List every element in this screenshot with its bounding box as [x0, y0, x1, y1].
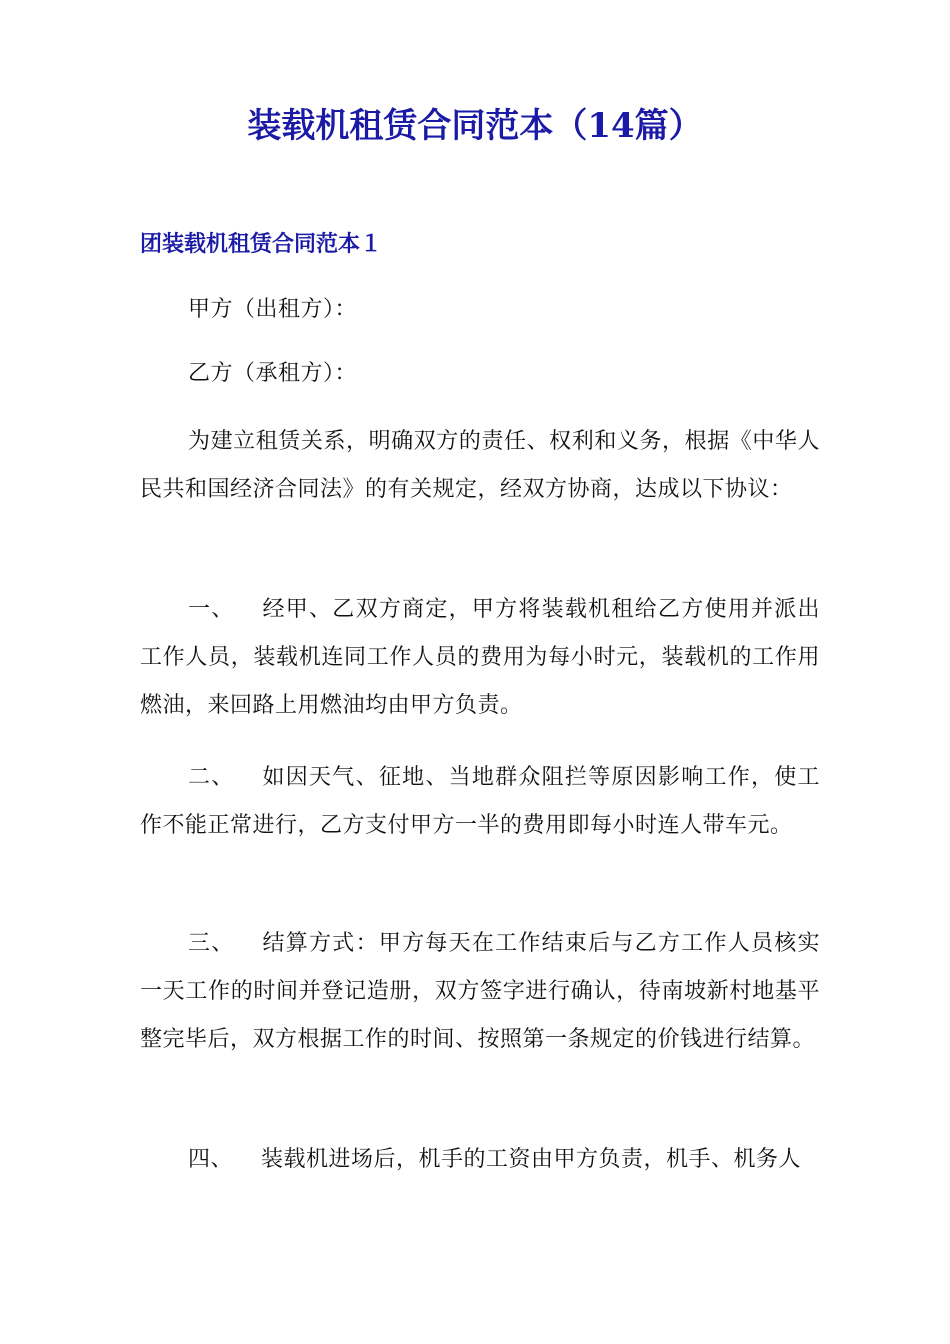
intro-paragraph: 为建立租赁关系，明确双方的责任、权利和义务，根据《中华人民共和国经济合同法》的有关规定，经双方协商，达成以下协议： — [140, 429, 820, 502]
section-heading: 团装载机租赁合同范本１ — [140, 232, 383, 257]
clause-text: 经甲、乙双方商定，甲方将装载机租给乙方使用并派出工作人员，装载机连同工作人员的费用为每小时元，装载机的工作用燃油，来回路上用燃油均由甲方负责。 — [140, 597, 820, 718]
clause-text: 结算方式：甲方每天在工作结束后与乙方工作人员核实一天工作的时间并登记造册，双方签字进行确认，待南坡新村地基平整完毕后，双方根据工作的时间、按照第一条规定的价钱进行结算。 — [140, 931, 820, 1052]
clause-label: 二、 — [188, 765, 235, 790]
page-title: 装载机租赁合同范本（14篇） — [247, 106, 703, 146]
clause-paragraph — [140, 1136, 820, 1184]
clause-label: 三、 — [188, 931, 235, 956]
clause-label: 一、 — [188, 597, 235, 622]
clause-text: 装载机进场后，机手的工资由甲方负责，机手、机务人 — [261, 1147, 802, 1172]
clause-paragraph — [140, 586, 820, 730]
clause-label: 四、 — [188, 1147, 234, 1172]
party-a-line: 甲方（出租方）： — [188, 297, 358, 322]
clause-paragraph — [140, 920, 820, 1064]
party-b-line: 乙方（承租方）： — [188, 361, 358, 386]
clause-paragraph — [140, 754, 820, 850]
clause-text: 如因天气、征地、当地群众阻拦等原因影响工作，使工作不能正常进行，乙方支付甲方一半的费用即每小时连人带车元。 — [140, 765, 820, 838]
